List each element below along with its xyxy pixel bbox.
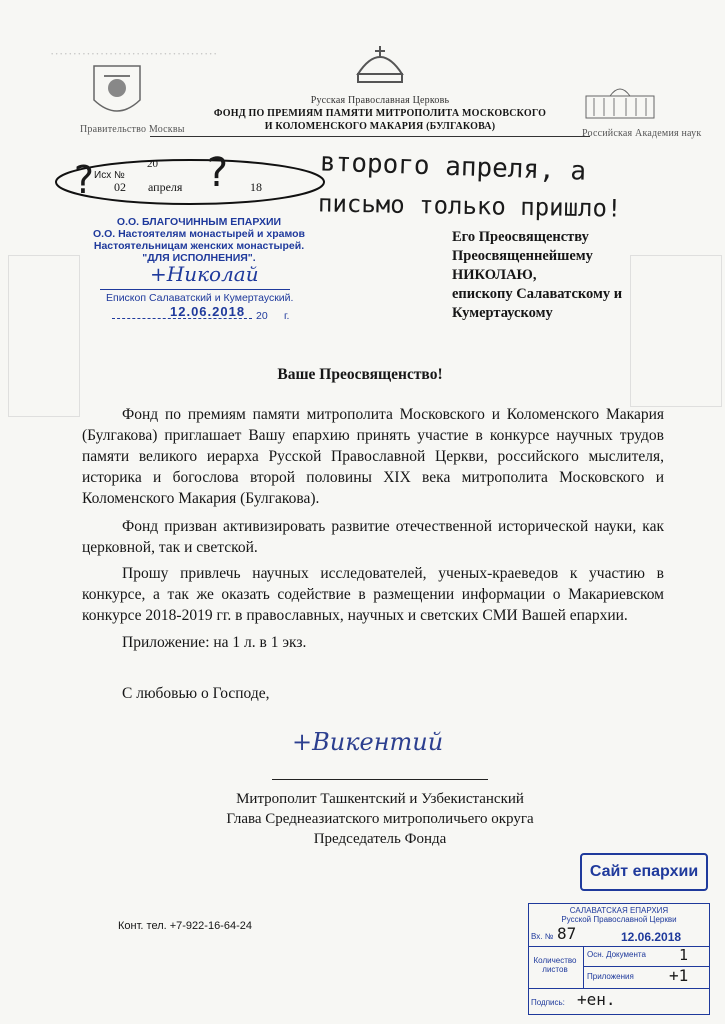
- fund-name-line2: И КОЛОМЕНСКОГО МАКАРИЯ (БУЛГАКОВА): [264, 121, 496, 132]
- incoming-stamp-title2: Русской Православной Церкви: [561, 915, 677, 924]
- signer-block: [170, 789, 590, 849]
- resolution-date-line: [112, 318, 252, 319]
- left-caption: Правительство Москвы: [80, 124, 185, 135]
- resolution-date-stamp: 12.06.2018: [170, 304, 246, 319]
- addressee-line4: епископу Салаватскому и: [452, 286, 623, 302]
- handwritten-note-line1: второго апреля, а: [319, 147, 587, 187]
- body-paragraph-2: Фонд призван активизировать развитие отечественной исторической науки, как церковной, так и светской.: [82, 518, 664, 556]
- closing: С любовью о Господе,: [122, 685, 270, 702]
- resolution-stamp: [84, 216, 314, 264]
- signer-line3: Председатель Фонда: [313, 831, 447, 847]
- signature-line: [272, 779, 488, 780]
- addressee-line5: Кумертаускому: [452, 305, 553, 321]
- church-name: Русская Православная Церковь: [310, 95, 450, 106]
- stamp-signature-label: Подпись:: [531, 998, 565, 1007]
- mitre-emblem-icon: [352, 44, 408, 88]
- incoming-date: 12.06.2018: [621, 930, 682, 944]
- incoming-number-value: 87: [557, 924, 577, 943]
- metropolitan-signature: +Викентий: [292, 728, 444, 756]
- resolution-signature: +Николай: [150, 262, 259, 286]
- attachment-note: Приложение: на 1 л. в 1 экз.: [122, 634, 307, 651]
- incoming-stamp: [528, 903, 710, 1015]
- resolution-signer: Епископ Салаватский и Кумертауский.: [106, 292, 294, 304]
- addressee-line2: Преосвященнейшему: [452, 248, 593, 264]
- body-paragraph-1: Фонд по премиям памяти митрополита Московского и Коломенского Макария (Булгакова) приглашает Вашу епархию принять участие в конкурсе научных трудов памяти великого иерарха Русской Православной Церкви, российского мыслителя, историка и богослова второй половины XIX века митрополита Московского и Коломенского Макария (Булгакова).: [82, 406, 664, 507]
- sheets-label: Количество листов: [533, 956, 577, 974]
- greeting: Ваше Преосвященство!: [277, 366, 443, 383]
- reg-year-prefix-top: 20: [147, 158, 158, 170]
- stamp-signature-value: +ен.: [577, 990, 616, 1009]
- resolution-signature-line: [100, 289, 290, 290]
- resolution-line4: "ДЛЯ ИСПОЛНЕНИЯ".: [142, 252, 256, 264]
- resolution-line3: Настоятельницам женских монастырей.: [93, 240, 305, 252]
- addressee-line3: НИКОЛАЮ,: [452, 267, 537, 283]
- body-paragraph-3: Прошу привлечь научных исследователей, ученых-краеведов к участию в конкурсе, а так же оказать содействие в размещении информации о Макариевском конкурсе 2018-2019 гг. в православных, научных и светских СМИ Вашей епархии.: [82, 565, 664, 624]
- handwritten-question-mark: ?: [72, 158, 95, 202]
- resolution-line2: О.О. Настоятелям монастырей и храмов: [93, 228, 305, 240]
- moscow-emblem-icon: [90, 62, 144, 124]
- fund-name-line1: ФОНД ПО ПРЕМИЯМ ПАМЯТИ МИТРОПОЛИТА МОСКОВСКОГО: [213, 108, 547, 119]
- attachments-value: +1: [669, 966, 689, 985]
- incoming-stamp-title1: САЛАВАТСКАЯ ЕПАРХИЯ: [569, 906, 669, 915]
- reg-day: 02: [114, 180, 126, 194]
- incoming-number-label: Вх. №: [531, 932, 554, 941]
- addressee-line1: Его Преосвященству: [452, 229, 589, 245]
- handwritten-question-mark-2: ?: [205, 150, 230, 196]
- main-doc-label: Осн. Документа: [587, 950, 646, 959]
- stamp-row-divider-3: [529, 988, 709, 989]
- resolution-year-suffix: 20: [256, 310, 268, 322]
- right-caption: Российская Академия наук: [582, 128, 702, 139]
- main-doc-value: 1: [679, 946, 689, 964]
- stamp-row-divider-2: [583, 966, 709, 967]
- bleed-through-table-right: [630, 255, 722, 407]
- reg-month: апреля: [148, 180, 183, 194]
- attachments-label: Приложения: [587, 972, 634, 981]
- letterhead-divider: [150, 136, 590, 137]
- addressee-block: [452, 228, 622, 323]
- bleed-through-table: [8, 255, 80, 417]
- resolution-line1: О.О. БЛАГОЧИННЫМ ЕПАРХИИ: [116, 216, 282, 228]
- signer-line2: Глава Среднеазиатского митрополичьего округа: [226, 811, 534, 827]
- bleed-through-text: ·····································: [50, 46, 218, 61]
- stamp-col-divider: [583, 946, 584, 988]
- site-stamp: Сайт епархии: [580, 853, 708, 891]
- reg-year: 18: [250, 180, 262, 194]
- handwritten-note-line2: письмо только пришло!: [317, 189, 622, 223]
- contact-phone: Конт. тел. +7-922-16-64-24: [118, 920, 252, 932]
- reg-prefix: Исх №: [94, 170, 125, 181]
- resolution-g: г.: [284, 310, 290, 322]
- signer-line1: Митрополит Ташкентский и Узбекистанский: [236, 791, 524, 807]
- academy-building-icon: [582, 82, 658, 122]
